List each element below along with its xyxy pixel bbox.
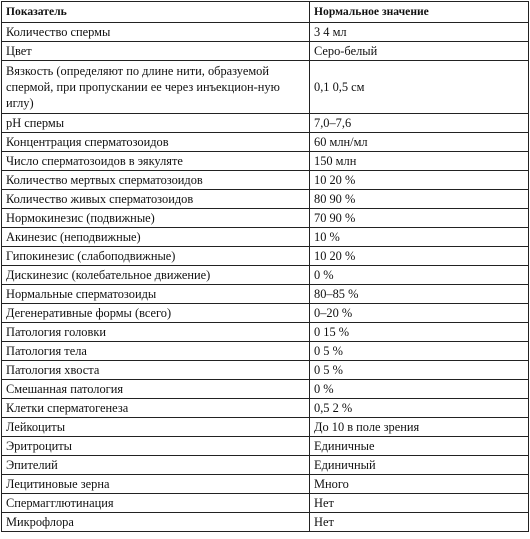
value-cell: 0,1 0,5 см — [310, 61, 529, 114]
indicator-cell: Патология головки — [2, 323, 310, 342]
indicator-cell: Лецитиновые зерна — [2, 475, 310, 494]
indicator-cell: pH спермы — [2, 114, 310, 133]
indicator-cell: Гипокинезис (слабоподвижные) — [2, 247, 310, 266]
value-cell: 0 5 % — [310, 361, 529, 380]
indicator-cell: Количество мертвых сперматозоидов — [2, 171, 310, 190]
indicator-cell: Акинезис (неподвижные) — [2, 228, 310, 247]
indicator-cell: Спермагглютинация — [2, 494, 310, 513]
table-row — [2, 228, 529, 247]
indicator-cell: Смешанная патология — [2, 380, 310, 399]
table-header — [2, 2, 529, 23]
table-row — [2, 361, 529, 380]
value-cell: 0,5 2 % — [310, 399, 529, 418]
table-row — [2, 494, 529, 513]
header-row — [2, 2, 529, 23]
value-cell: Нет — [310, 494, 529, 513]
value-cell: 0 5 % — [310, 342, 529, 361]
value-cell: 0 15 % — [310, 323, 529, 342]
table-body — [2, 23, 529, 532]
table-row — [2, 437, 529, 456]
document-page — [0, 1, 530, 539]
indicator-cell: Лейкоциты — [2, 418, 310, 437]
value-cell: 7,0–7,6 — [310, 114, 529, 133]
table-row — [2, 418, 529, 437]
table-row — [2, 209, 529, 228]
value-cell: 0–20 % — [310, 304, 529, 323]
indicator-cell: Дегенеративные формы (всего) — [2, 304, 310, 323]
value-cell: 80–85 % — [310, 285, 529, 304]
table-row — [2, 61, 529, 114]
table-row — [2, 42, 529, 61]
table-row — [2, 114, 529, 133]
value-cell: 60 млн/мл — [310, 133, 529, 152]
table-row — [2, 380, 529, 399]
semen-norms-table — [1, 1, 529, 532]
table-row — [2, 171, 529, 190]
table-row — [2, 399, 529, 418]
indicator-cell: Концентрация сперматозоидов — [2, 133, 310, 152]
table-row — [2, 342, 529, 361]
column-header-normal-value: Нормальное значение — [310, 2, 529, 23]
table-row — [2, 133, 529, 152]
value-cell: Много — [310, 475, 529, 494]
value-cell: Единичный — [310, 456, 529, 475]
indicator-cell: Цвет — [2, 42, 310, 61]
table-row — [2, 23, 529, 42]
value-cell: 150 млн — [310, 152, 529, 171]
value-cell: До 10 в поле зрения — [310, 418, 529, 437]
table-row — [2, 190, 529, 209]
table-row — [2, 266, 529, 285]
value-cell: 70 90 % — [310, 209, 529, 228]
table-row — [2, 475, 529, 494]
indicator-cell: Эритроциты — [2, 437, 310, 456]
indicator-cell: Эпителий — [2, 456, 310, 475]
value-cell: 10 % — [310, 228, 529, 247]
table-row — [2, 285, 529, 304]
value-cell: 10 20 % — [310, 171, 529, 190]
indicator-cell: Количество живых сперматозоидов — [2, 190, 310, 209]
value-cell: 80 90 % — [310, 190, 529, 209]
indicator-cell: Число сперматозоидов в эякуляте — [2, 152, 310, 171]
value-cell: 0 % — [310, 266, 529, 285]
value-cell: 0 % — [310, 380, 529, 399]
column-header-indicator: Показатель — [2, 2, 310, 23]
value-cell: Единичные — [310, 437, 529, 456]
indicator-cell: Нормокинезис (подвижные) — [2, 209, 310, 228]
value-cell: 10 20 % — [310, 247, 529, 266]
indicator-cell: Патология тела — [2, 342, 310, 361]
table-row — [2, 513, 529, 532]
value-cell: 3 4 мл — [310, 23, 529, 42]
table-row — [2, 304, 529, 323]
indicator-cell: Нормальные сперматозоиды — [2, 285, 310, 304]
indicator-cell: Дискинезис (колебательное движение) — [2, 266, 310, 285]
table-row — [2, 247, 529, 266]
indicator-cell: Патология хвоста — [2, 361, 310, 380]
value-cell: Серо-белый — [310, 42, 529, 61]
table-row — [2, 323, 529, 342]
indicator-cell: Микрофлора — [2, 513, 310, 532]
indicator-cell: Количество спермы — [2, 23, 310, 42]
indicator-cell: Вязкость (определяют по длине нити, образуемой спермой, при пропускании ее через инъекцион-ную иглу) — [2, 61, 310, 114]
table-row — [2, 152, 529, 171]
value-cell: Нет — [310, 513, 529, 532]
indicator-cell: Клетки сперматогенеза — [2, 399, 310, 418]
table-row — [2, 456, 529, 475]
